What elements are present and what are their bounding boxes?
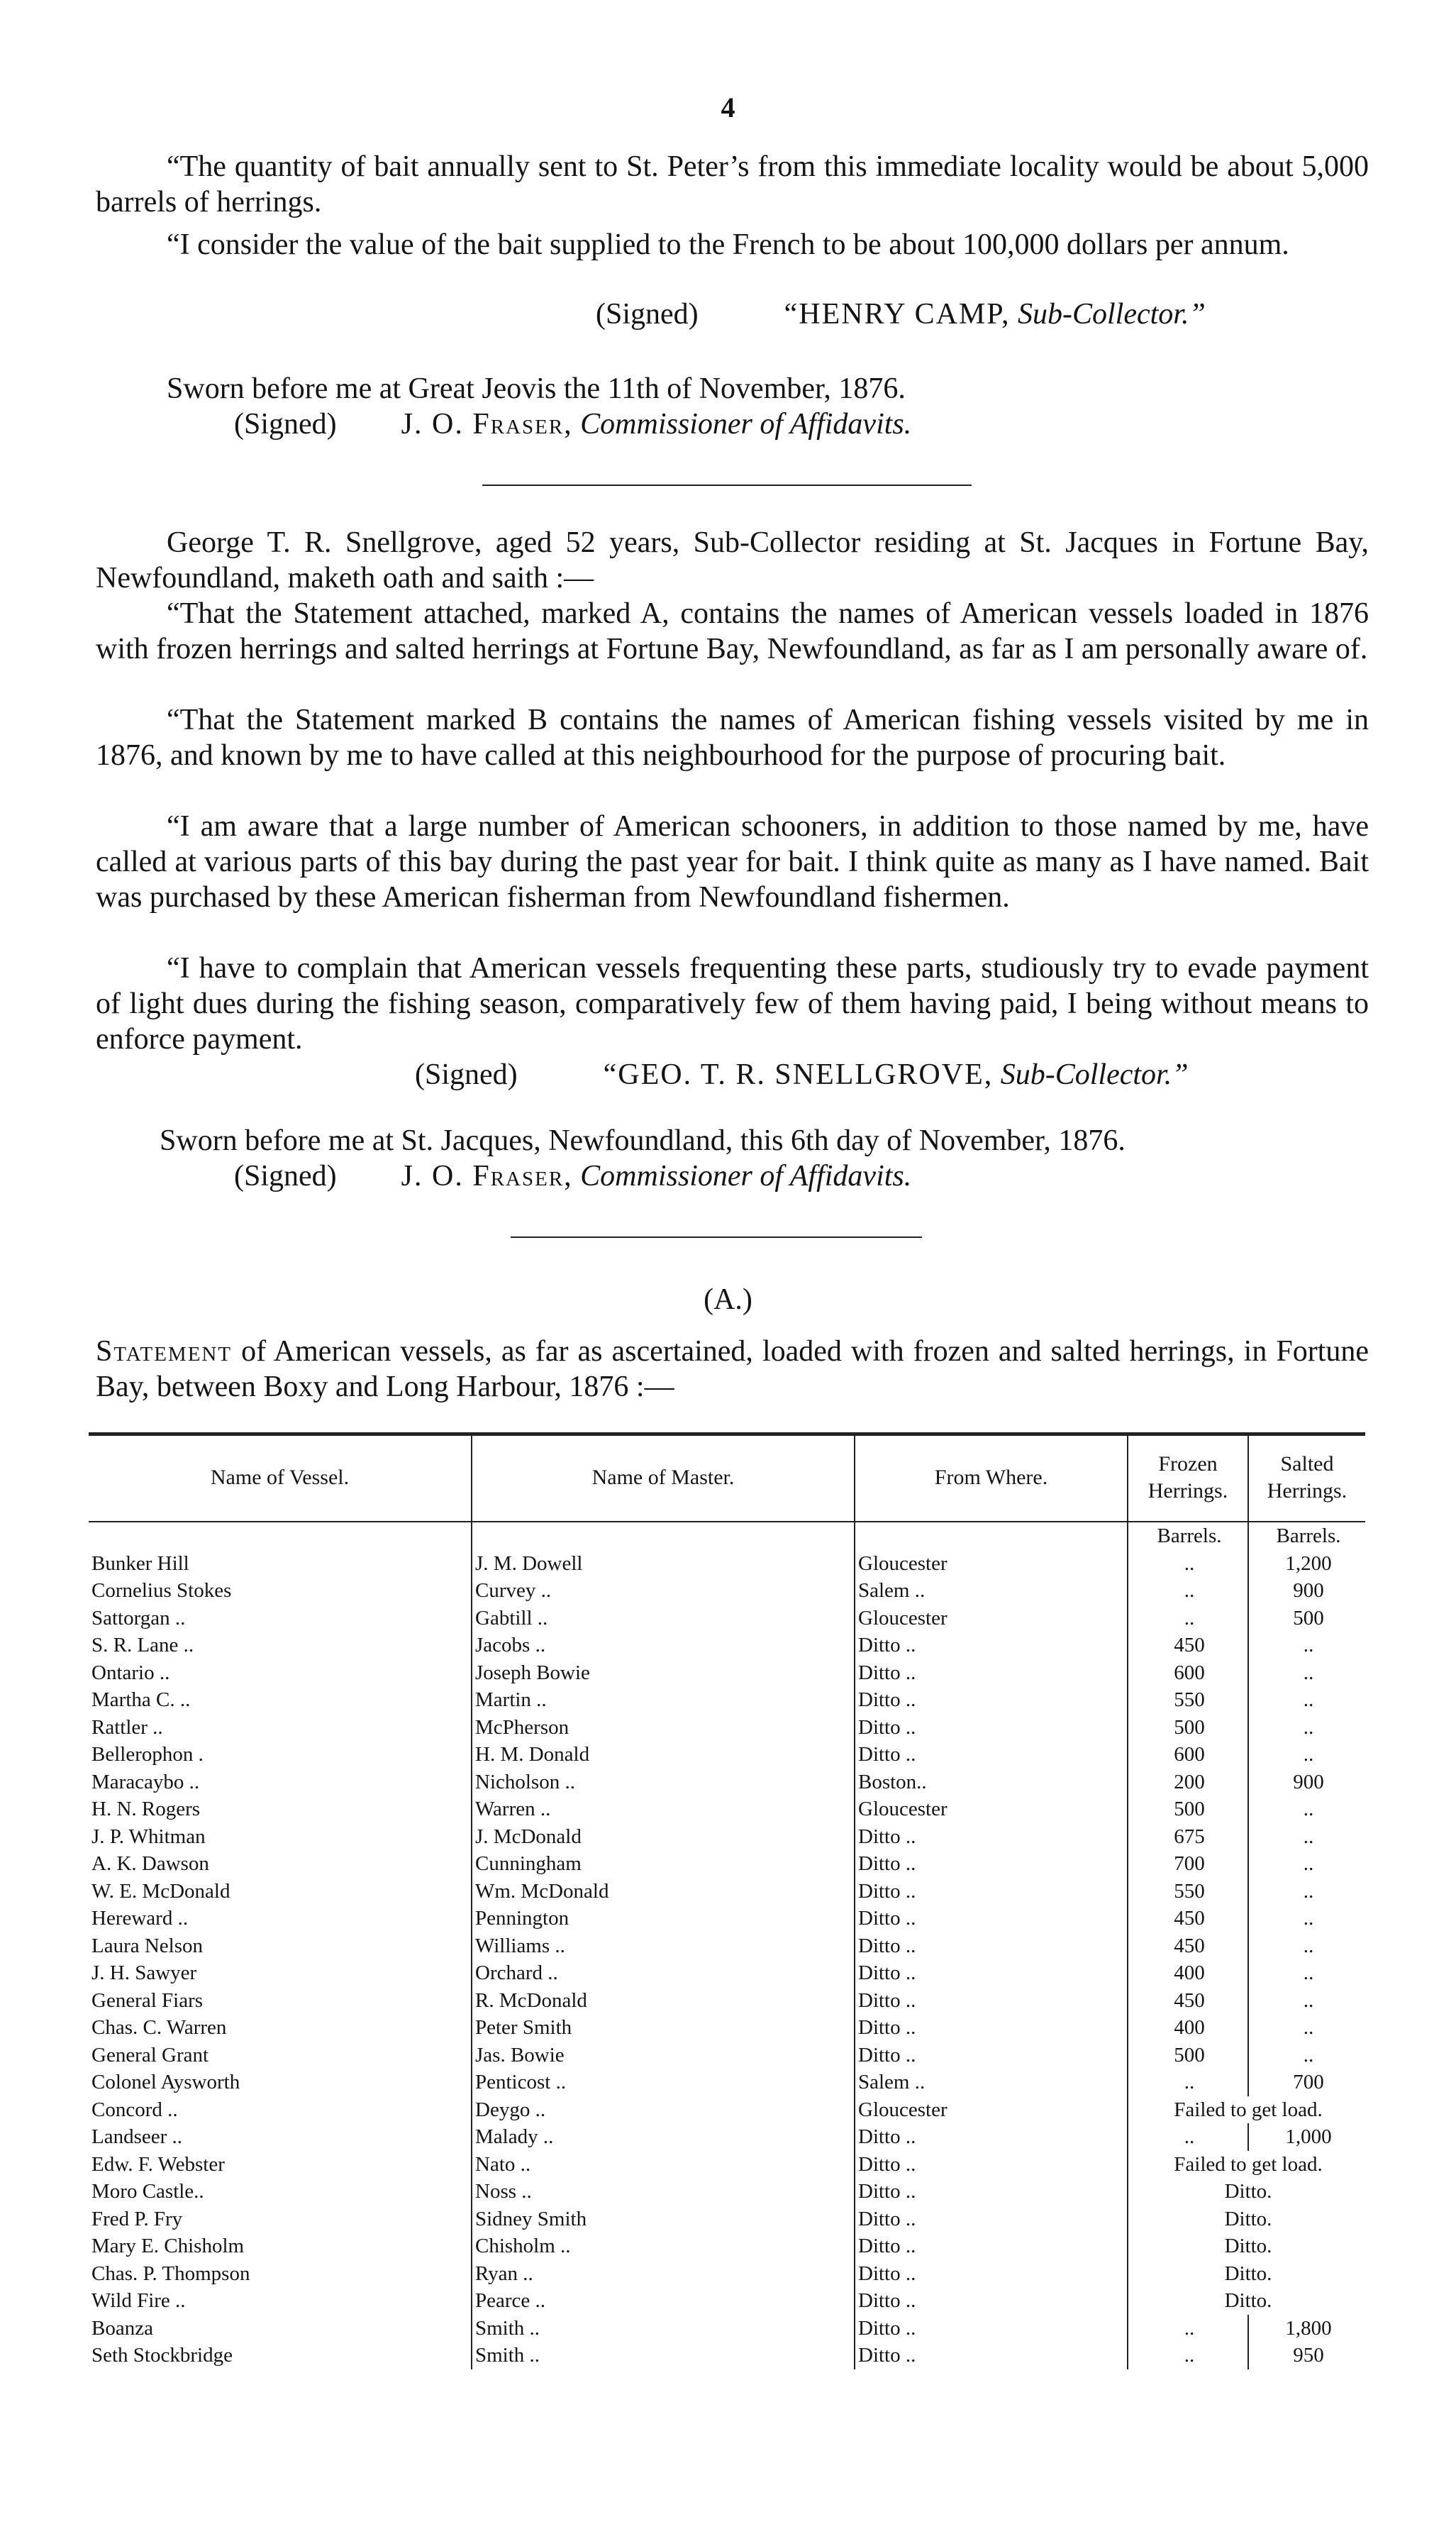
signed-label: (Signed) xyxy=(234,1160,337,1193)
frozen-herrings: 400 xyxy=(1128,1959,1248,1987)
from-where: Gloucester xyxy=(855,1605,1128,1632)
vessel-name: Martha C. .. xyxy=(91,1688,191,1711)
salted-herrings: 900 xyxy=(1248,1577,1365,1605)
vessel-name: J. H. Sawyer xyxy=(91,1962,197,1984)
from-where: Salem .. xyxy=(855,2069,1128,2096)
vessel-name: Laura Nelson xyxy=(91,1934,204,1957)
from-where: Ditto .. xyxy=(855,1932,1128,1960)
header-frozen: Frozen Herrings. xyxy=(1128,1434,1248,1522)
signer-title: Sub-Collector.” xyxy=(1000,1058,1189,1091)
camp-signature-line xyxy=(596,297,1206,332)
master-name: Gabtill .. xyxy=(472,1605,855,1632)
table-row xyxy=(89,2315,1365,2342)
salted-herrings: 900 xyxy=(1248,1769,1365,1796)
table-row xyxy=(89,2069,1365,2096)
table-row xyxy=(89,1659,1365,1687)
salted-herrings: .. xyxy=(1248,1823,1365,1851)
table-row xyxy=(89,2260,1365,2288)
from-where: Ditto .. xyxy=(855,1987,1128,2015)
master-name: Malady .. xyxy=(472,2123,855,2151)
from-where: Ditto .. xyxy=(855,1850,1128,1878)
header-vessel: Name of Vessel. xyxy=(89,1434,472,1522)
vessel-name: Ontario .. xyxy=(91,1661,170,1684)
master-name: Penticost .. xyxy=(472,2069,855,2096)
vessel-name: Moro Castle.. xyxy=(91,2180,204,2203)
table-row xyxy=(89,1686,1365,1714)
master-name: Chisholm .. xyxy=(472,2233,855,2260)
salted-herrings: .. xyxy=(1248,1987,1365,2015)
page-number: 4 xyxy=(721,92,735,123)
vessel-name: Cornelius Stokes xyxy=(91,1579,232,1602)
master-name: J. M. Dowell xyxy=(472,1550,855,1578)
signed-label: (Signed) xyxy=(234,408,337,441)
signer-title: Sub-Collector.” xyxy=(1017,298,1206,331)
salted-herrings: 1,200 xyxy=(1248,1550,1365,1578)
frozen-herrings: .. xyxy=(1128,2342,1248,2369)
master-name: Orchard .. xyxy=(472,1959,855,1987)
salted-herrings: .. xyxy=(1248,1959,1365,1987)
master-name: Noss .. xyxy=(472,2178,855,2206)
frozen-herrings: .. xyxy=(1128,2069,1248,2096)
section-divider xyxy=(511,1236,922,1238)
frozen-herrings: 450 xyxy=(1128,1932,1248,1960)
header-from: From Where. xyxy=(855,1434,1128,1522)
salted-herrings: 1,000 xyxy=(1248,2123,1365,2151)
master-name: Pennington xyxy=(472,1905,855,1932)
from-where: Ditto .. xyxy=(855,2342,1128,2369)
frozen-herrings: 450 xyxy=(1128,1632,1248,1659)
master-name: R. McDonald xyxy=(472,1987,855,2015)
vessel-name: Chas. C. Warren xyxy=(91,2016,227,2039)
master-name: Wm. McDonald xyxy=(472,1878,855,1905)
table-row xyxy=(89,1714,1365,1742)
from-where: Ditto .. xyxy=(855,2123,1128,2151)
camp-quote-bait-value: “I consider the value of the bait supplied to the French to be about 100,000 dollars per annum. xyxy=(167,228,1289,261)
frozen-herrings: .. xyxy=(1128,2315,1248,2342)
vessel-name: Colonel Aysworth xyxy=(91,2071,240,2093)
snellgrove-statement-a: “That the Statement attached, marked A, contains the names of American vessels loaded in 1876 with frozen herrings and salted herrings at Fortune Bay, Newfoundland, as far as I am personally aware of. xyxy=(96,597,1369,665)
table-row xyxy=(89,1577,1365,1605)
salted-herrings: 1,800 xyxy=(1248,2315,1365,2342)
from-where: Ditto .. xyxy=(855,1659,1128,1687)
master-name: Nicholson .. xyxy=(472,1769,855,1796)
from-where: Ditto .. xyxy=(855,2014,1128,2042)
vessel-name: J. P. Whitman xyxy=(91,1825,206,1848)
master-name: Jas. Bowie xyxy=(472,2042,855,2069)
from-where: Ditto .. xyxy=(855,2151,1128,2179)
table-row xyxy=(89,1823,1365,1851)
vessel-table xyxy=(89,1434,1365,2369)
frozen-herrings: 550 xyxy=(1128,1878,1248,1905)
master-name: Warren .. xyxy=(472,1796,855,1823)
snellgrove-commissioner-line xyxy=(234,1158,911,1194)
master-name: Cunningham xyxy=(472,1850,855,1878)
from-where: Ditto .. xyxy=(855,2315,1128,2342)
frozen-herrings: .. xyxy=(1128,1550,1248,1578)
from-where: Ditto .. xyxy=(855,1823,1128,1851)
salted-herrings: 950 xyxy=(1248,2342,1365,2369)
master-name: Curvey .. xyxy=(472,1577,855,1605)
from-where: Ditto .. xyxy=(855,1878,1128,1905)
signed-label: (Signed) xyxy=(415,1058,518,1091)
camp-quote-bait-quantity: “The quantity of bait annually sent to St. Peter’s from this immediate locality would be about 5,000 barrels of herrings. xyxy=(96,150,1369,218)
from-where: Ditto .. xyxy=(855,2206,1128,2233)
vessel-name: Maracaybo .. xyxy=(91,1770,200,1793)
salted-herrings: .. xyxy=(1248,2014,1365,2042)
from-where: Ditto .. xyxy=(855,1741,1128,1769)
snellgrove-schooners: “I am aware that a large number of American schooners, in addition to those named by me, have called at various parts of this bay during the past year for bait. I think quite as many as I have named. Bait was purchased by these American fisherman from Newfoundland fishermen. xyxy=(96,810,1369,914)
table-row xyxy=(89,2233,1365,2260)
master-name: Ryan .. xyxy=(472,2260,855,2288)
vessel-name: Mary E. Chisholm xyxy=(91,2235,245,2257)
master-name: Pearce .. xyxy=(472,2287,855,2315)
table-row xyxy=(89,1850,1365,1878)
from-where: Ditto .. xyxy=(855,2178,1128,2206)
load-note: Ditto. xyxy=(1128,2206,1365,2233)
table-row xyxy=(89,1987,1365,2015)
salted-herrings: .. xyxy=(1248,1659,1365,1687)
frozen-herrings: 550 xyxy=(1128,1686,1248,1714)
master-name: Williams .. xyxy=(472,1932,855,1960)
vessel-name: Rattler .. xyxy=(91,1715,163,1739)
vessel-name: Bunker Hill xyxy=(91,1551,189,1575)
frozen-herrings: .. xyxy=(1128,1577,1248,1605)
statement-heading: (A.) xyxy=(704,1283,752,1316)
vessel-name: Seth Stockbridge xyxy=(91,2344,233,2367)
from-where: Ditto .. xyxy=(855,1905,1128,1932)
table-row xyxy=(89,2287,1365,2315)
table-row xyxy=(89,2206,1365,2233)
vessel-name: Edw. F. Webster xyxy=(91,2152,225,2176)
load-note: Failed to get load. xyxy=(1128,2096,1365,2124)
salted-herrings: .. xyxy=(1248,2042,1365,2069)
vessel-name: Landseer .. xyxy=(91,2125,183,2148)
frozen-herrings: 500 xyxy=(1128,1796,1248,1823)
frozen-herrings: 700 xyxy=(1128,1850,1248,1878)
table-row xyxy=(89,1796,1365,1823)
salted-herrings: .. xyxy=(1248,1796,1365,1823)
vessel-name: Boanza xyxy=(91,2316,153,2340)
header-salted: Salted Herrings. xyxy=(1248,1434,1365,1522)
vessel-name: W. E. McDonald xyxy=(91,1879,230,1903)
from-where: Ditto .. xyxy=(855,2042,1128,2069)
commissioner-name: J. O. Fraser, xyxy=(401,408,573,441)
commissioner-title: Commissioner of Affidavits. xyxy=(580,1160,912,1193)
snellgrove-light-dues: “I have to complain that American vessels frequenting these parts, studiously try to evade payment of light dues during the fishing season, comparatively few of them having paid, I being without means to enforce payment. xyxy=(96,952,1369,1056)
load-note: Failed to get load. xyxy=(1128,2151,1365,2179)
frozen-herrings: 200 xyxy=(1128,1769,1248,1796)
table-row xyxy=(89,2096,1365,2124)
frozen-herrings: 450 xyxy=(1128,1905,1248,1932)
signed-label: (Signed) xyxy=(596,298,699,331)
from-where: Gloucester xyxy=(855,1550,1128,1578)
master-name: Peter Smith xyxy=(472,2014,855,2042)
salted-herrings: .. xyxy=(1248,1632,1365,1659)
table-row xyxy=(89,2178,1365,2206)
snellgrove-signature-line xyxy=(415,1057,1189,1092)
frozen-herrings: .. xyxy=(1128,2123,1248,2151)
table-row xyxy=(89,1741,1365,1769)
table-row xyxy=(89,1605,1365,1632)
from-where: Ditto .. xyxy=(855,2233,1128,2260)
table-row xyxy=(89,1878,1365,1905)
frozen-herrings: 600 xyxy=(1128,1741,1248,1769)
signer-name: “GEO. T. R. SNELLGROVE, xyxy=(603,1058,994,1091)
vessel-name: Hereward .. xyxy=(91,1907,189,1930)
master-name: Smith .. xyxy=(472,2315,855,2342)
vessel-name: Sattorgan .. xyxy=(91,1606,186,1630)
load-note: Ditto. xyxy=(1128,2260,1365,2288)
signer-name: “HENRY CAMP, xyxy=(784,298,1011,331)
table-row xyxy=(89,1632,1365,1659)
from-where: Ditto .. xyxy=(855,2260,1128,2288)
table-row xyxy=(89,2042,1365,2069)
vessel-name: Bellerophon . xyxy=(91,1743,204,1766)
master-name: Joseph Bowie xyxy=(472,1659,855,1687)
commissioner-title: Commissioner of Affidavits. xyxy=(580,408,912,441)
from-where: Ditto .. xyxy=(855,1959,1128,1987)
from-where: Gloucester xyxy=(855,1796,1128,1823)
master-name: Nato .. xyxy=(472,2151,855,2179)
snellgrove-intro: George T. R. Snellgrove, aged 52 years, Sub-Collector residing at St. Jacques in Fortune Bay, Newfoundland, maketh oath and saith :— xyxy=(96,526,1369,594)
from-where: Ditto .. xyxy=(855,2287,1128,2315)
salted-herrings: 500 xyxy=(1248,1605,1365,1632)
from-where: Ditto .. xyxy=(855,1632,1128,1659)
table-row xyxy=(89,2151,1365,2179)
vessel-name: Concord .. xyxy=(91,2098,178,2121)
commissioner-name: J. O. Fraser, xyxy=(401,1160,573,1193)
table-row xyxy=(89,2014,1365,2042)
table-row xyxy=(89,1769,1365,1796)
table-row xyxy=(89,2123,1365,2151)
vessel-name: A. K. Dawson xyxy=(91,1852,209,1875)
snellgrove-statement-b: “That the Statement marked B contains the names of American fishing vessels visited by me in 1876, and known by me to have called at this neighbourhood for the purpose of procuring bait. xyxy=(96,704,1369,772)
table-row xyxy=(89,1959,1365,1987)
master-name: Sidney Smith xyxy=(472,2206,855,2233)
snellgrove-sworn-line: Sworn before me at St. Jacques, Newfoundland, this 6th day of November, 1876. xyxy=(160,1124,1126,1157)
master-name: Jacobs .. xyxy=(472,1632,855,1659)
units-row xyxy=(89,1522,1365,1550)
frozen-herrings: 500 xyxy=(1128,2042,1248,2069)
statement-caption-lead: Statement xyxy=(96,1335,233,1368)
camp-sworn-line: Sworn before me at Great Jeovis the 11th of November, 1876. xyxy=(167,372,906,405)
frozen-herrings: .. xyxy=(1128,1605,1248,1632)
from-where: Ditto .. xyxy=(855,1686,1128,1714)
vessel-name: Wild Fire .. xyxy=(91,2289,186,2312)
master-name: Deygo .. xyxy=(472,2096,855,2124)
header-master: Name of Master. xyxy=(472,1434,855,1522)
salted-herrings: .. xyxy=(1248,1686,1365,1714)
vessel-name: General Fiars xyxy=(91,1988,204,2012)
frozen-herrings: 450 xyxy=(1128,1987,1248,2015)
section-divider xyxy=(482,485,972,486)
salted-herrings: .. xyxy=(1248,1714,1365,1742)
from-where: Gloucester xyxy=(855,2096,1128,2124)
frozen-unit: Barrels. xyxy=(1128,1522,1248,1550)
camp-commissioner-line xyxy=(234,406,911,442)
table-row xyxy=(89,1932,1365,1960)
frozen-herrings: 500 xyxy=(1128,1714,1248,1742)
master-name: Smith .. xyxy=(472,2342,855,2369)
from-where: Ditto .. xyxy=(855,1714,1128,1742)
master-name: J. McDonald xyxy=(472,1823,855,1851)
salted-herrings: .. xyxy=(1248,1741,1365,1769)
vessel-name: Chas. P. Thompson xyxy=(91,2262,250,2285)
vessel-name: General Grant xyxy=(91,2043,209,2067)
vessel-name: H. N. Rogers xyxy=(91,1798,201,1820)
frozen-herrings: 400 xyxy=(1128,2014,1248,2042)
load-note: Ditto. xyxy=(1128,2287,1365,2315)
salted-herrings: .. xyxy=(1248,1850,1365,1878)
frozen-herrings: 600 xyxy=(1128,1659,1248,1687)
statement-caption xyxy=(96,1334,1369,1405)
load-note: Ditto. xyxy=(1128,2233,1365,2260)
from-where: Salem .. xyxy=(855,1577,1128,1605)
master-name: H. M. Donald xyxy=(472,1741,855,1769)
frozen-herrings: 675 xyxy=(1128,1823,1248,1851)
table-row xyxy=(89,1905,1365,1932)
master-name: McPherson xyxy=(472,1714,855,1742)
salted-unit: Barrels. xyxy=(1248,1522,1365,1550)
table-row xyxy=(89,2342,1365,2369)
salted-herrings: .. xyxy=(1248,1932,1365,1960)
vessel-name: Fred P. Fry xyxy=(91,2207,183,2230)
load-note: Ditto. xyxy=(1128,2178,1365,2206)
salted-herrings: .. xyxy=(1248,1905,1365,1932)
statement-caption-text: of American vessels, as far as ascertained, loaded with frozen and salted herrings, in Fortune Bay, between Boxy and Long Harbour, 1876 :— xyxy=(96,1335,1369,1403)
table-header-row xyxy=(89,1434,1365,1522)
salted-herrings: 700 xyxy=(1248,2069,1365,2096)
vessel-name: S. R. Lane .. xyxy=(91,1634,194,1656)
table-row xyxy=(89,1550,1365,1578)
from-where: Boston.. xyxy=(855,1769,1128,1796)
salted-herrings: .. xyxy=(1248,1878,1365,1905)
master-name: Martin .. xyxy=(472,1686,855,1714)
